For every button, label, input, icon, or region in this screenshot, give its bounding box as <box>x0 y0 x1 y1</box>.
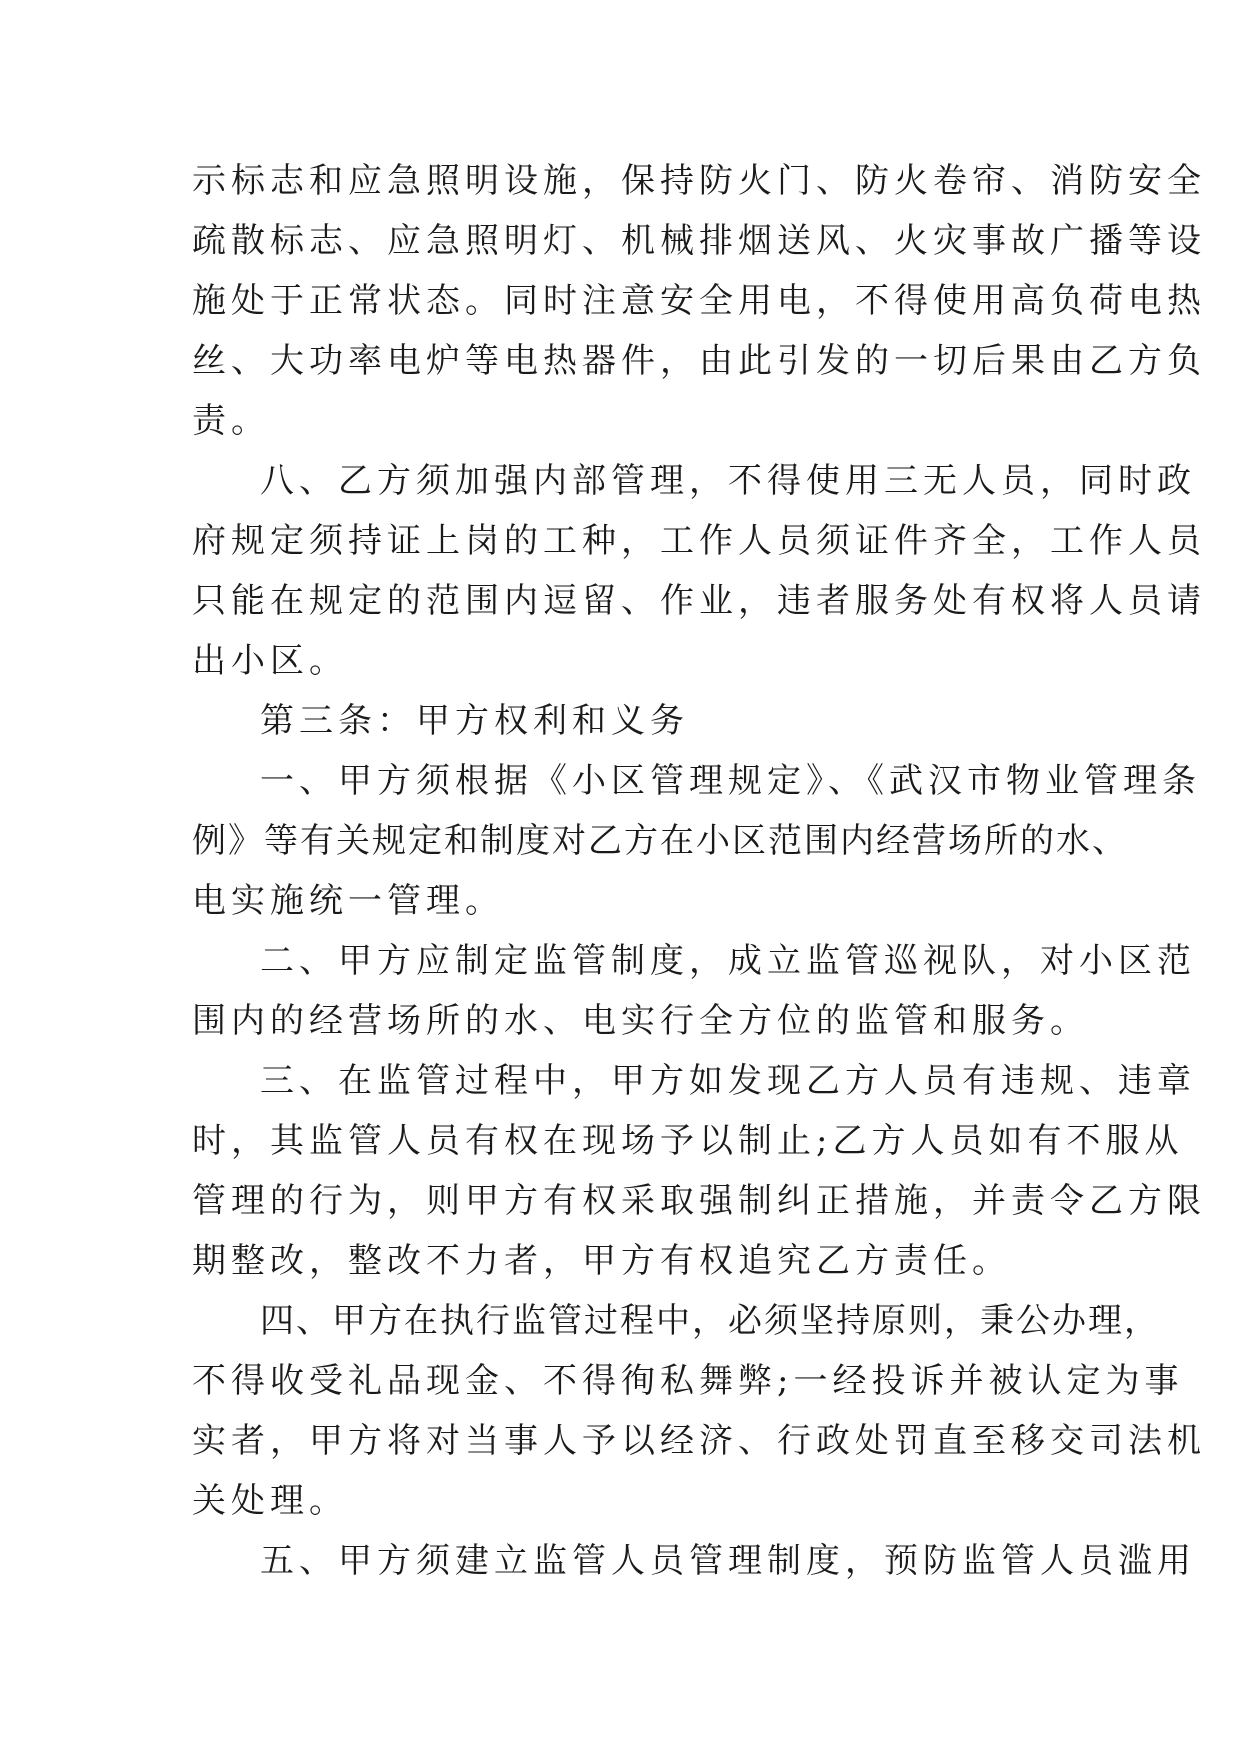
document-body <box>192 160 1206 1600</box>
text-line: 期整改，整改不力者，甲方有权追究乙方责任。 <box>192 1241 1011 1281</box>
text-line: 时，其监管人员有权在现场予以制止;乙方人员如有不服从 <box>192 1121 1184 1161</box>
text-line: 府规定须持证上岗的工种，工作人员须证件齐全，工作人员 <box>192 521 1206 561</box>
text-line: 施处于正常状态。同时注意安全用电，不得使用高负荷电热 <box>192 281 1206 321</box>
paragraph-first-line: 四、甲方在执行监管过程中，必须坚持原则，秉公办理， <box>260 1301 1160 1341</box>
text-line: 管理的行为，则甲方有权采取强制纠正措施，并责令乙方限 <box>192 1181 1206 1221</box>
section-heading: 第三条：甲方权利和义务 <box>260 701 689 741</box>
text-line: 只能在规定的范围内逗留、作业，违者服务处有权将人员请 <box>192 581 1206 621</box>
text-line: 实者，甲方将对当事人予以经济、行政处罚直至移交司法机 <box>192 1421 1206 1461</box>
text-line: 示标志和应急照明设施，保持防火门、防火卷帘、消防安全 <box>192 161 1206 201</box>
text-line: 不得收受礼品现金、不得徇私舞弊;一经投诉并被认定为事 <box>192 1361 1184 1401</box>
text-line: 电实施统一管理。 <box>192 881 504 921</box>
paragraph-first-line: 三、在监管过程中，甲方如发现乙方人员有违规、违章 <box>260 1061 1196 1101</box>
paragraph-first-line: 五、甲方须建立监管人员管理制度，预防监管人员滥用 <box>260 1541 1196 1581</box>
paragraph-first-line: 一、甲方须根据《小区管理规定》、《武汉市物业管理条 <box>260 761 1201 801</box>
text-line: 疏散标志、应急照明灯、机械排烟送风、火灾事故广播等设 <box>192 221 1206 261</box>
paragraph-first-line: 二、甲方应制定监管制度，成立监管巡视队，对小区范 <box>260 941 1196 981</box>
text-line: 关处理。 <box>192 1481 348 1521</box>
paragraph-first-line: 八、乙方须加强内部管理，不得使用三无人员，同时政 <box>260 461 1196 501</box>
text-line: 责。 <box>192 401 270 441</box>
text-line: 丝、大功率电炉等电热器件，由此引发的一切后果由乙方负 <box>192 341 1206 381</box>
text-line: 例》等有关规定和制度对乙方在小区范围内经营场所的水、 <box>192 821 1128 861</box>
text-line: 围内的经营场所的水、电实行全方位的监管和服务。 <box>192 1001 1089 1041</box>
text-line: 出小区。 <box>192 641 348 681</box>
